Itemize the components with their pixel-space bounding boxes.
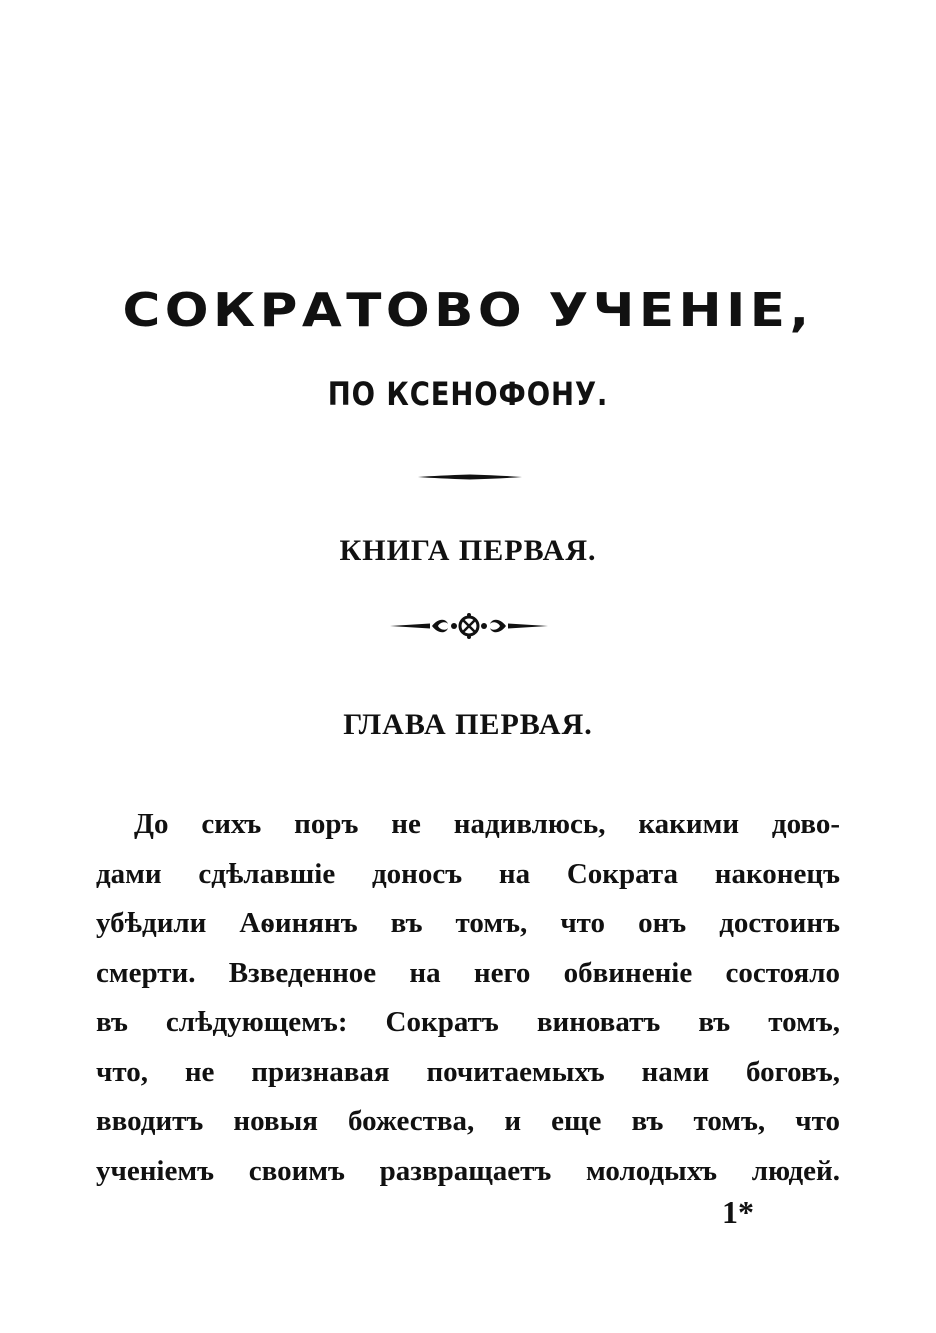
paragraph xyxy=(96,800,840,1196)
ornament-divider xyxy=(390,612,548,640)
paragraph-line: убѣдили Аѳинянъ въ томъ, что онъ достоинъ xyxy=(96,907,840,939)
divider-rule xyxy=(418,474,522,480)
book-heading: КНИГА ПЕРВАЯ. xyxy=(339,534,597,567)
chapter-heading: ГЛАВА ПЕРВАЯ. xyxy=(343,708,593,741)
paragraph-line: ученіемъ своимъ развращаетъ молодыхъ людей. xyxy=(96,1154,840,1187)
page-title: СОКРАТОВО УЧЕНІЕ, xyxy=(122,283,814,337)
paragraph-line: дами сдѣлавшіе доносъ на Сократа наконецъ xyxy=(96,857,840,890)
page-number: 1* xyxy=(722,1194,754,1230)
paragraph-line: въ слѣдующемъ: Сократъ виноватъ въ томъ, xyxy=(96,1006,840,1038)
paragraph-line: что, не признавая почитаемыхъ нами боговъ, xyxy=(96,1055,840,1088)
paragraph-line: До сихъ поръ не надивлюсь, какими дово- xyxy=(134,808,840,840)
page-subtitle: ПО КСЕНОФОНУ. xyxy=(327,375,609,413)
paragraph-line: смерти. Взведенное на него обвиненіе состояло xyxy=(96,956,840,989)
paragraph-line: вводитъ новыя божества, и еще въ томъ, что xyxy=(96,1105,840,1137)
